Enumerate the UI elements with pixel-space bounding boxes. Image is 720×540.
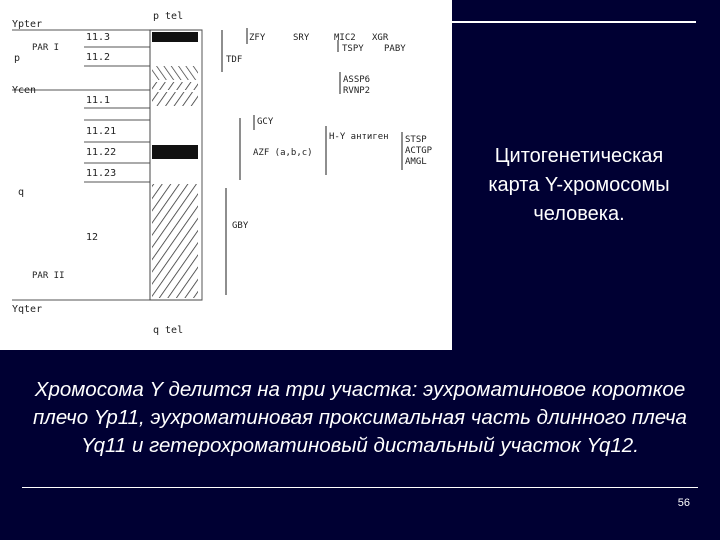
label-ypter: Ypter — [12, 19, 43, 30]
label-p-tel: p tel — [153, 11, 184, 22]
gene-rvnp2: RVNP2 — [343, 86, 371, 96]
page-number: 56 — [677, 497, 690, 509]
band-11-22: 11.22 — [86, 147, 117, 158]
label-yqter: Yqter — [12, 304, 43, 315]
chromosome-map-figure — [0, 0, 452, 350]
gene-gby: GBY — [232, 221, 249, 231]
gene-brackets — [222, 28, 402, 295]
chromosome-ideogram — [150, 30, 202, 300]
label-ycen: Ycen — [12, 85, 37, 96]
label-par1: PAR I — [32, 43, 60, 53]
band-11-23: 11.23 — [86, 168, 117, 179]
gene-amgl: AMGL — [405, 157, 427, 167]
gene-sry: SRY — [293, 33, 310, 43]
gene-zfy: ZFY — [249, 33, 266, 43]
gene-stsp: STSP — [405, 135, 427, 145]
bottom-divider — [22, 487, 698, 488]
top-right-divider — [452, 21, 696, 23]
label-hy-antigen: H-Y антиген — [329, 132, 389, 142]
gene-tdf: TDF — [226, 55, 243, 65]
gene-paby: PABY — [384, 44, 406, 54]
band-11-2: 11.2 — [86, 52, 111, 63]
gene-assp6: ASSP6 — [343, 75, 371, 85]
label-par2: PAR II — [32, 271, 65, 281]
gene-gcy: GCY — [257, 117, 274, 127]
body-paragraph: Хромосома Y делится на три участка: эухроматиновое короткое плечо Yp11, эухроматиновая проксимальная часть длинного плеча Yq11 и гетерохроматиновый дистальный участок Yq12. — [33, 378, 687, 457]
chromosome-map-svg — [0, 0, 452, 350]
gene-mic2: MIC2 — [334, 33, 356, 43]
gene-actgp: ACTGP — [405, 146, 433, 156]
gene-azf: AZF (a,b,c) — [253, 148, 313, 158]
gene-xgr: XGR — [372, 33, 389, 43]
band-ticks — [12, 30, 150, 300]
label-q-tel: q tel — [153, 325, 184, 336]
band-12: 12 — [86, 232, 99, 243]
label-q: q — [18, 187, 25, 198]
band-11-1: 11.1 — [86, 95, 111, 106]
figure-caption: Цитогенетическая карта Y-хромосомы человека. — [488, 145, 670, 225]
gene-tspy: TSPY — [342, 44, 364, 54]
band-11-21: 11.21 — [86, 126, 117, 137]
label-p: p — [14, 53, 21, 64]
band-11-3: 11.3 — [86, 32, 111, 43]
